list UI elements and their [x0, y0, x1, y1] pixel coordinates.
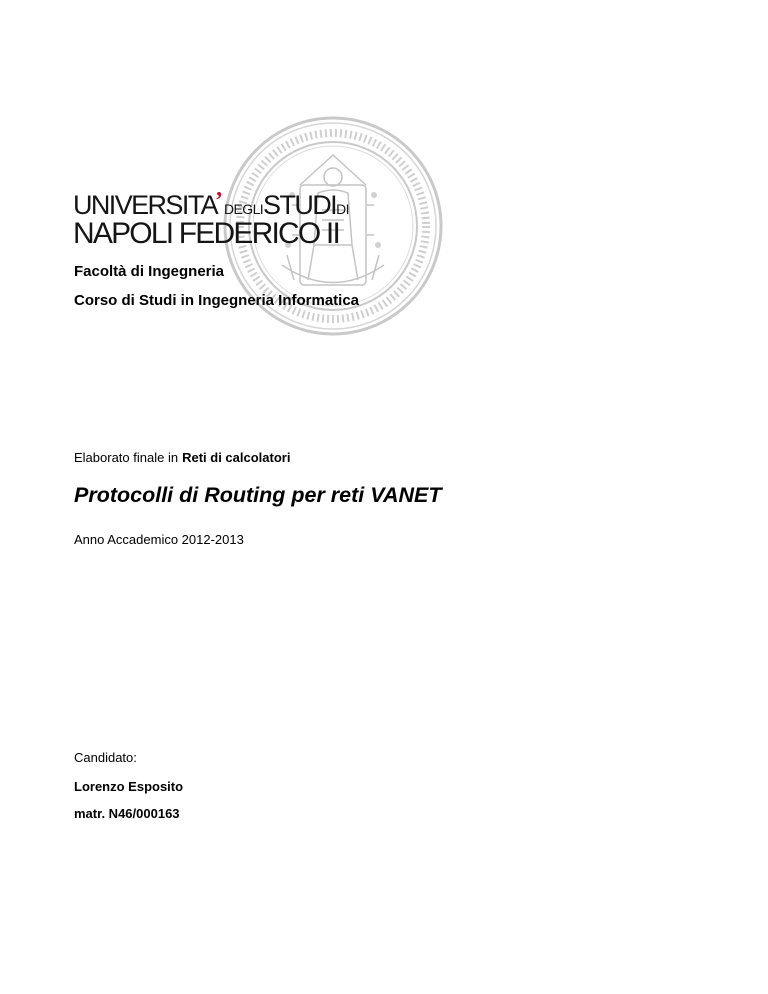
faculty-name: Facoltà di Ingegneria [74, 263, 225, 280]
thesis-label: Elaborato finale in [74, 450, 179, 465]
thesis-subject-line [74, 450, 290, 465]
candidate-matricola: matr. N46/000163 [74, 806, 180, 821]
logo-studi: STUDI [263, 190, 337, 220]
candidate-name: Lorenzo Esposito [74, 779, 184, 794]
logo-line-2 [73, 217, 339, 251]
logo-napoli-federico: NAPOLI FEDERICO II [73, 217, 339, 250]
logo-apostrophe: ’ [215, 188, 224, 214]
logo-degli: DEGLI [224, 201, 264, 217]
thesis-subject: Reti di calcolatori [182, 450, 291, 465]
candidate-label: Candidato: [74, 750, 137, 765]
logo-universita: UNIVERSITA [73, 190, 218, 220]
university-logo [73, 190, 403, 254]
thesis-title: Protocolli di Routing per reti VANET [74, 483, 442, 507]
academic-year: Anno Accademico 2012-2013 [74, 532, 244, 547]
course-name: Corso di Studi in Ingegneria Informatica [74, 292, 360, 309]
logo-di: DI [336, 201, 349, 217]
